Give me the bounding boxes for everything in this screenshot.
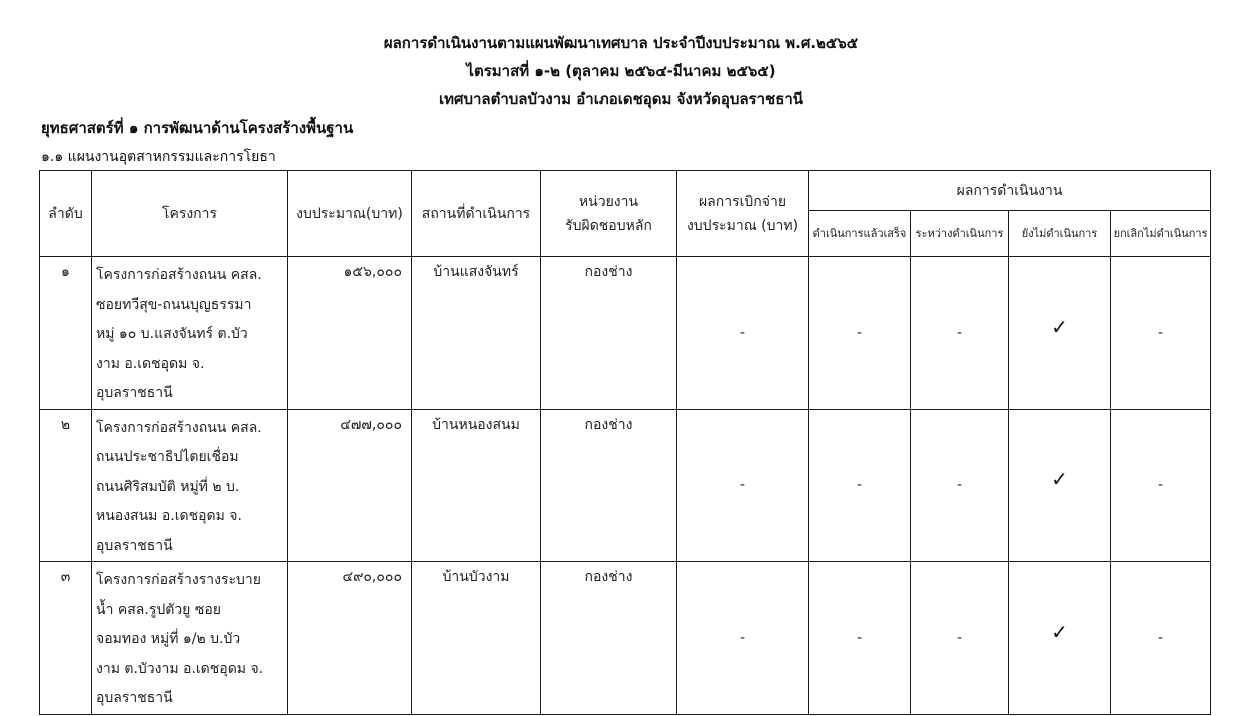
- header-budget: งบประมาณ(บาท): [288, 171, 412, 257]
- subheader-not-started: ยังไม่ดำเนินการ: [1009, 211, 1111, 257]
- table-row: [40, 257, 1211, 410]
- completed-status: -: [809, 409, 911, 562]
- project-line: โครงการก่อสร้างถนน คสล.: [96, 419, 262, 436]
- not-started-status: [1009, 257, 1111, 410]
- document-title-line-2: ไตรมาสที่ ๑-๒ (ตุลาคม ๒๕๖๔-มีนาคม ๒๕๖๕): [466, 62, 776, 80]
- project-line: ซอยทวีสุข-ถนนบุญธรรมา: [96, 296, 252, 313]
- location-value: บ้านหนองสนม: [412, 409, 541, 562]
- budget-value: ๑๕๖,๐๐๐: [288, 257, 412, 410]
- unit-value: กองช่าง: [541, 257, 677, 410]
- completed-status: -: [809, 562, 911, 715]
- cancelled-status: -: [1111, 257, 1211, 410]
- project-line: หนองสนม อ.เดชอุดม จ.: [96, 508, 242, 524]
- project-line: โครงการก่อสร้างรางระบาย: [96, 572, 261, 588]
- row-number: ๒: [40, 409, 92, 562]
- header-project: โครงการ: [92, 171, 288, 257]
- disbursed-value: -: [677, 562, 809, 715]
- header-no: ลำดับ: [40, 171, 92, 257]
- project-line: หมู่ ๑๐ บ.แสงจันทร์ ต.บัว: [96, 326, 248, 342]
- project-line: ถนนประชาธิปไตยเชื่อม: [96, 449, 239, 465]
- project-line: งาม ต.บัวงาม อ.เดชอุดม จ.: [96, 660, 264, 677]
- project-name: [92, 409, 288, 562]
- project-name: [92, 257, 288, 410]
- project-line: อุบลราชธานี: [96, 385, 173, 401]
- header-disbursement-line1: ผลการเบิกจ่าย: [698, 193, 787, 210]
- plan-heading: ๑.๑ แผนงานอุตสาหกรรมและการโยธา: [41, 149, 276, 165]
- table-row: [40, 409, 1211, 562]
- header-unit-line1: หน่วยงาน: [578, 193, 639, 210]
- results-table: [39, 170, 1211, 715]
- header-result: ผลการดำเนินงาน: [809, 171, 1211, 211]
- project-line: น้ำ คสล.รูปตัวยู ซอย: [96, 601, 221, 618]
- not-started-status: [1009, 562, 1111, 715]
- header-unit-line2: รับผิดชอบหลัก: [565, 217, 652, 234]
- completed-status: -: [809, 257, 911, 410]
- not-started-status: [1009, 409, 1111, 562]
- subheader-completed: ดำเนินการแล้วเสร็จ: [809, 211, 911, 257]
- unit-value: กองช่าง: [541, 409, 677, 562]
- disbursed-value: -: [677, 257, 809, 410]
- cancelled-status: -: [1111, 562, 1211, 715]
- row-number: ๑: [40, 257, 92, 410]
- project-line: อุบลราชธานี: [96, 537, 173, 554]
- project-line: ถนนศิริสมบัติ หมู่ที่ ๒ บ.: [96, 478, 240, 495]
- header-location: สถานที่ดำเนินการ: [412, 171, 541, 257]
- project-line: จอมทอง หมู่ที่ ๑/๒ บ.บัว: [96, 631, 241, 647]
- table-row: [40, 562, 1211, 715]
- project-name: [92, 562, 288, 715]
- header-disbursement-line2: งบประมาณ (บาท): [686, 217, 799, 234]
- budget-value: ๔๗๗,๐๐๐: [288, 409, 412, 562]
- check-mark-icon: ✓: [1051, 619, 1068, 644]
- budget-value: ๔๙๐,๐๐๐: [288, 562, 412, 715]
- check-mark-icon: ✓: [1051, 467, 1068, 492]
- document-title-line-3: เทศบาลตำบลบัวงาม อำเภอเดชอุดม จังหวัดอุบลราชธานี: [438, 90, 804, 108]
- row-number: ๓: [40, 562, 92, 715]
- header-disbursement: [677, 171, 809, 257]
- in-progress-status: -: [911, 562, 1009, 715]
- project-line: อุบลราชธานี: [96, 690, 173, 706]
- unit-value: กองช่าง: [541, 562, 677, 715]
- project-line: โครงการก่อสร้างถนน คสล.: [96, 267, 262, 283]
- document-title-line-1: ผลการดำเนินงานตามแผนพัฒนาเทศบาล ประจำปีงบประมาณ พ.ศ.๒๕๖๕: [383, 34, 859, 52]
- location-value: บ้านบัวงาม: [412, 562, 541, 715]
- location-value: บ้านแสงจันทร์: [412, 257, 541, 410]
- header-unit: [541, 171, 677, 257]
- project-line: งาม อ.เดชอุดม จ.: [96, 355, 205, 372]
- disbursed-value: -: [677, 409, 809, 562]
- in-progress-status: -: [911, 257, 1009, 410]
- strategy-heading: ยุทธศาสตร์ที่ ๑ การพัฒนาด้านโครงสร้างพื้นฐาน: [41, 119, 354, 137]
- subheader-in-progress: ระหว่างดำเนินการ: [911, 211, 1009, 257]
- in-progress-status: -: [911, 409, 1009, 562]
- check-mark-icon: ✓: [1051, 314, 1068, 339]
- subheader-cancelled: ยกเลิกไม่ดำเนินการ: [1111, 211, 1211, 257]
- cancelled-status: -: [1111, 409, 1211, 562]
